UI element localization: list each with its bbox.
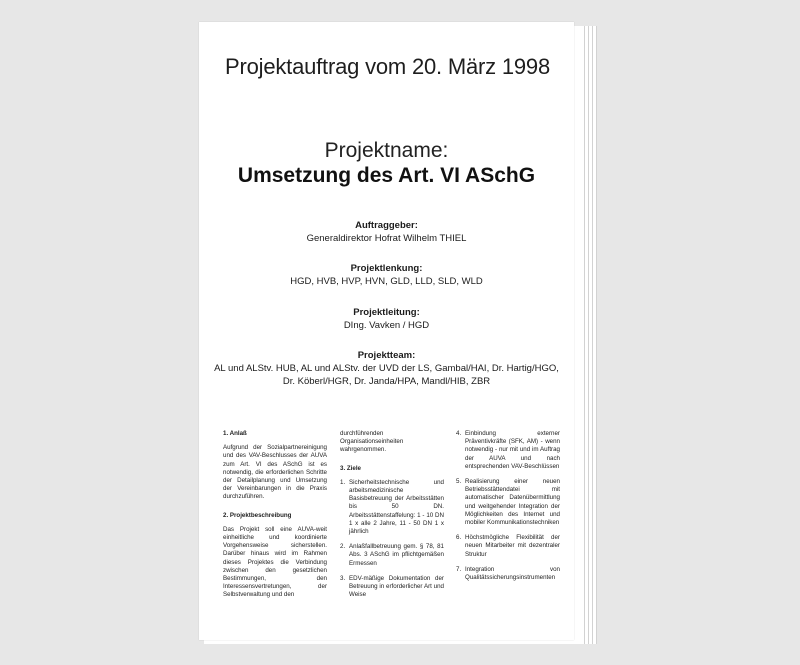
meta-line: Generaldirektor Hofrat Wilhelm THIEL <box>306 233 467 244</box>
item-number: 4. <box>456 430 462 437</box>
item-text: Höchstmögliche Flexibilität der neuen Mitarbeiter mit dezentraler Struktur <box>465 534 560 558</box>
text-column-1 <box>223 430 327 607</box>
item-number: 6. <box>456 534 462 542</box>
meta-team <box>199 349 574 388</box>
item-text: Einbindung externer Präventivkräfte (SFK, AM) - wenn notwendig - nur mit und im Auftrag der AUVA und nach entsprechenden VAV-Beschlüssen <box>465 430 560 470</box>
meta-line: AL und ALStv. HUB, AL und ALStv. der UVD der LS, Gambal/HAI, Dr. Hartig/HGO, <box>214 363 559 374</box>
meta-lead <box>199 306 574 332</box>
meta-line: Dr. Köberl/HGR, Dr. Janda/HPA, Mandl/HIB, ZBR <box>282 376 491 387</box>
item-number: 2. <box>340 543 346 551</box>
item-number: 5. <box>456 478 462 486</box>
item-text: Sicherheitstechnische und arbeitsmedizinische Basisbetreuung der Arbeitsstätten bis 50 DN. Arbeitsstättenstaffelung: 1 - 10 DN 1 x alle 2 Jahre, 11 - 50 DN 1 x jährlich <box>349 478 444 536</box>
meta-heading: Auftraggeber: <box>355 220 418 231</box>
list-item <box>340 575 444 600</box>
item-number: 3. <box>340 574 346 582</box>
list-item <box>456 430 560 471</box>
list-item <box>340 543 444 568</box>
section-text: durchführenden Organisationseinheiten wahrgenommen. <box>340 430 404 454</box>
meta-line: HGD, HVB, HVP, HVN, GLD, LLD, SLD, WLD <box>290 276 483 287</box>
project-name: Umsetzung des Art. VI ASchG <box>237 164 536 187</box>
section-text: Aufgrund der Sozialpartnereinigung und des VAV-Beschlusses der AUVA zum Art. VI des ASchG ist es notwendig, die erforderlichen Schritte der Detailplanung und Umsetzung der Vereinbarungen in die Praxis durchzuführen. <box>223 444 327 501</box>
list-item <box>456 534 560 559</box>
item-text: EDV-mäßige Dokumentation der Betreuung in erforderlicher Art und Weise <box>349 574 444 599</box>
item-number: 1. <box>340 478 346 486</box>
meta-heading: Projektteam: <box>357 350 416 361</box>
text-column-3 <box>456 430 560 589</box>
item-text: Anlaßfallbetreuung gem. § 78, 81 Abs. 3 ASchG im pflichtgemäßen Ermessen <box>349 543 444 567</box>
section-heading: 1. Anlaß <box>223 430 247 437</box>
document-page <box>199 22 574 640</box>
item-text: Realisierung einer neuen Betriebsstättendatei mit automatischer Datenübermittlung und weitgehender Integration der Möglichkeiten des Internet und mobiler Kommunikationstechniken <box>465 478 560 527</box>
list-item <box>456 478 560 527</box>
list-item <box>456 566 560 582</box>
item-number: 7. <box>456 565 462 573</box>
section-heading: 2. Projektbeschreibung <box>223 511 292 519</box>
list-item <box>340 479 444 536</box>
text-column-2 <box>340 430 444 606</box>
meta-client <box>199 219 574 245</box>
meta-line: DIng. Vavken / HGD <box>343 320 430 331</box>
section-text: Das Projekt soll eine AUVA-weit einheitliche und koordinierte Vorgehensweise sicherstellen. Darüber hinaus wird im Rahmen dieses Projektes die Verbindung zwischen den gesetzlichen Bestimmungen, den Interessensvertretungen, der Selbstverwaltung und den <box>223 525 327 599</box>
section-heading: 3. Ziele <box>340 464 361 472</box>
item-text: Integration von Qualitätssicherungsinstrumenten <box>465 565 560 582</box>
page-title: Projektauftrag vom 20. März 1998 <box>225 54 550 79</box>
meta-heading: Projektleitung: <box>353 307 420 318</box>
meta-steering <box>199 262 574 288</box>
meta-heading: Projektlenkung: <box>350 263 423 274</box>
project-label: Projektname: <box>324 139 449 162</box>
